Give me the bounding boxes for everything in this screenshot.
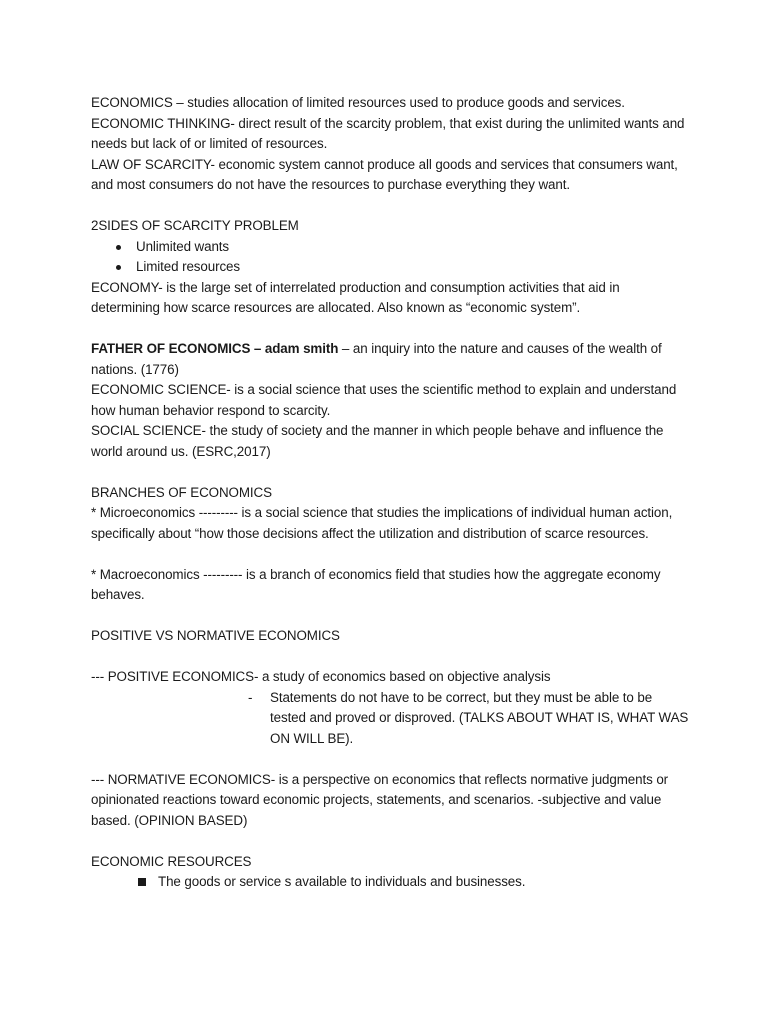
spacer <box>91 544 691 565</box>
scarcity-heading: 2SIDES OF SCARCITY PROBLEM <box>91 218 299 233</box>
square-bullet-icon <box>138 878 146 886</box>
positive-economics-note-text: Statements do not have to be correct, but they must be able to be tested and proved or disproved. (TALKS ABOUT WHAT IS, WHAT WAS ON WILL BE). <box>270 689 689 746</box>
dash-marker: - <box>248 689 253 705</box>
microeconomics-definition: * Microeconomics --------- is a social science that studies the implications of individual human action, specifically about “how those decisions affect the utilization and distribution of scarce resources. <box>91 505 673 541</box>
economic-resources-heading: ECONOMIC RESOURCES <box>91 853 252 869</box>
spacer <box>91 462 691 483</box>
spacer <box>91 606 691 627</box>
spacer <box>91 831 691 852</box>
positive-economics-definition: --- POSITIVE ECONOMICS- a study of economics based on objective analysis <box>91 669 551 684</box>
document-page <box>91 93 691 893</box>
economics-definition: ECONOMICS – studies allocation of limited resources used to produce goods and services. <box>91 95 625 110</box>
economic-resources-item <box>91 872 691 893</box>
positive-economics-note <box>248 688 691 750</box>
macroeconomics-definition: * Macroeconomics --------- is a branch of economics field that studies how the aggregate economy behaves. <box>91 566 661 602</box>
scarcity-list <box>91 237 691 278</box>
economic-resources-item-text: The goods or service s available to individuals and businesses. <box>158 874 526 889</box>
spacer <box>91 319 691 340</box>
branches-heading: BRANCHES OF ECONOMICS <box>91 484 272 500</box>
spacer <box>91 647 691 668</box>
spacer <box>91 749 691 770</box>
economic-science-definition: ECONOMIC SCIENCE- is a social science that uses the scientific method to explain and understand how human behavior respond to scarcity. <box>91 382 677 418</box>
scarcity-item-limited-resources: Limited resources <box>91 257 691 278</box>
positive-normative-heading: POSITIVE VS NORMATIVE ECONOMICS <box>91 628 340 643</box>
law-of-scarcity-definition: LAW OF SCARCITY- economic system cannot produce all goods and services that consumers want, and most consumers do not have the resources to purchase everything they want. <box>91 156 678 192</box>
economic-thinking-definition: ECONOMIC THINKING- direct result of the scarcity problem, that exist during the unlimited wants and needs but lack of or limited of resources. <box>91 115 685 151</box>
normative-economics-definition: --- NORMATIVE ECONOMICS- is a perspective on economics that reflects normative judgments or opinionated reactions toward economic projects, statements, and scenarios. -subjective and value based. (OPINION BASED) <box>91 771 669 828</box>
father-of-economics-rest: – an inquiry into the nature and causes of the wealth of nations. (1776) <box>91 341 662 377</box>
father-of-economics <box>91 339 691 380</box>
father-of-economics-bold: FATHER OF ECONOMICS – adam smith <box>91 341 339 356</box>
economy-definition: ECONOMY- is the large set of interrelated production and consumption activities that aid in determining how scarce resources are allocated. Also known as “economic system”. <box>91 279 620 315</box>
scarcity-item-unlimited-wants: Unlimited wants <box>91 237 691 258</box>
spacer <box>91 196 691 217</box>
social-science-definition: SOCIAL SCIENCE- the study of society and the manner in which people behave and influence the world around us. (ESRC,2017) <box>91 423 664 459</box>
